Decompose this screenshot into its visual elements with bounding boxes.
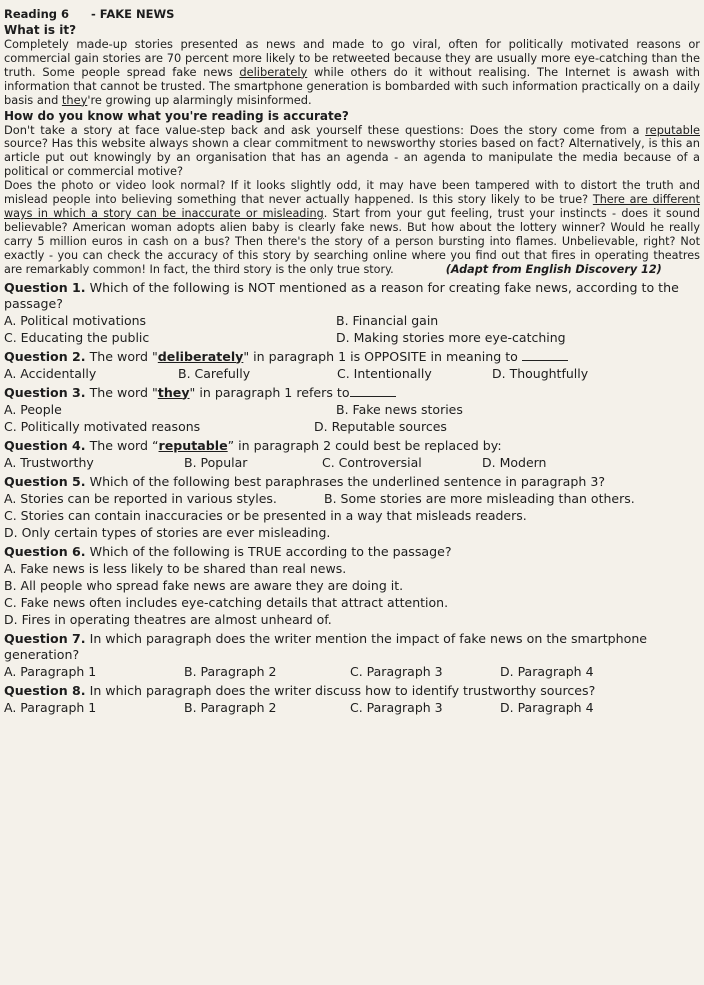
question-2-options bbox=[4, 365, 700, 382]
q8-option-a[interactable]: A. Paragraph 1 bbox=[4, 699, 97, 715]
q6-option-d[interactable]: D. Fires in operating theatres are almost unheard of. bbox=[4, 611, 332, 627]
q3-option-c[interactable]: C. Politically motivated reasons bbox=[4, 418, 201, 434]
q1-option-a[interactable]: A. Political motivations bbox=[4, 312, 147, 328]
question-1-number: Question 1. bbox=[4, 279, 86, 295]
question-5 bbox=[4, 474, 700, 490]
q6-option-c[interactable]: C. Fake news often includes eye-catching details that attract attention. bbox=[4, 594, 449, 610]
question-8-number: Question 8. bbox=[4, 682, 86, 698]
q5-option-b[interactable]: B. Some stories are more misleading than others. bbox=[324, 490, 635, 506]
question-7-options bbox=[4, 663, 700, 680]
question-2-text-b: " in paragraph 1 is OPPOSITE in meaning to bbox=[243, 348, 518, 364]
question-3-text-a: The word " bbox=[85, 384, 158, 400]
q2-option-d[interactable]: D. Thoughtfully bbox=[492, 365, 589, 381]
underlined-reputable: reputable bbox=[645, 122, 700, 137]
paragraph-1-text-b: while others do it without realising. The Internet is awash with information that cannot be trusted. The smartphone generation is bombarded with such information practically on a daily basis and bbox=[4, 64, 700, 107]
q1-option-b[interactable]: B. Financial gain bbox=[336, 312, 439, 328]
question-2 bbox=[4, 349, 700, 365]
paragraph-2-text-a: Don't take a story at face value-step back and ask yourself these questions: Does the story come from a bbox=[4, 122, 646, 137]
question-4-number: Question 4. bbox=[4, 437, 86, 453]
question-3 bbox=[4, 385, 700, 401]
question-6-text: Which of the following is TRUE according to the passage? bbox=[85, 543, 452, 559]
q8-option-c[interactable]: C. Paragraph 3 bbox=[350, 699, 443, 715]
question-2-number: Question 2. bbox=[4, 348, 86, 364]
question-2-word: deliberately bbox=[157, 348, 244, 364]
answer-blank bbox=[350, 386, 396, 397]
question-1-options-row1 bbox=[4, 312, 700, 329]
paragraph-2 bbox=[4, 124, 700, 180]
q4-option-d[interactable]: D. Modern bbox=[482, 454, 547, 470]
section-heading-what-is-it: What is it? bbox=[4, 23, 77, 37]
paragraph-2-text-b: source? Has this website always shown a clear commitment to newsworthy stories based on fact? Alternatively, is this an article put out knowingly by an organisation that has an agenda - an agenda to manipulate the media because of a political or commercial motive? bbox=[4, 136, 700, 179]
question-2-text-a: The word " bbox=[85, 348, 158, 364]
question-3-number: Question 3. bbox=[4, 384, 86, 400]
underlined-they: they bbox=[61, 92, 88, 107]
question-6 bbox=[4, 544, 700, 560]
q4-option-b[interactable]: B. Popular bbox=[184, 454, 248, 470]
q7-option-c[interactable]: C. Paragraph 3 bbox=[350, 663, 443, 679]
q1-option-d[interactable]: D. Making stories more eye-catching bbox=[336, 329, 566, 345]
question-5-text: Which of the following best paraphrases the underlined sentence in paragraph 3? bbox=[85, 473, 606, 489]
paragraph-3-text-b: . Start from your gut feeling, trust your instincts - does it sound believable? American woman adopts alien baby is clearly fake news. But how about the lottery winner? Would he really carry 5 million euros in cash on a bus? Then there's the story of a person bursting into flames. Unbelievable, right? Not exactly - you can check the accuracy of this story by searching online where you find out that fires in operating theatres are remarkably common! In fact, the third story is the only true story. bbox=[4, 206, 700, 276]
q6-option-a[interactable]: A. Fake news is less likely to be shared than real news. bbox=[4, 560, 347, 576]
reading-topic: - FAKE NEWS bbox=[91, 7, 175, 21]
question-1-options-row2 bbox=[4, 329, 700, 346]
q3-option-b[interactable]: B. Fake news stories bbox=[336, 401, 463, 417]
q4-option-a[interactable]: A. Trustworthy bbox=[4, 454, 94, 470]
question-6-number: Question 6. bbox=[4, 543, 86, 559]
paragraph-1-text-a: Completely made-up stories presented as news and made to go viral, often for politically motivated reasons or commercial gain stories are 70 percent more likely to be retweeted because they are usually more eye-catching than the truth. Some people spread fake news bbox=[4, 37, 700, 79]
q4-option-c[interactable]: C. Controversial bbox=[322, 454, 422, 470]
question-5-options-row1 bbox=[4, 490, 700, 507]
question-7-number: Question 7. bbox=[4, 630, 86, 646]
q3-option-a[interactable]: A. People bbox=[4, 401, 62, 417]
q7-option-d[interactable]: D. Paragraph 4 bbox=[500, 663, 594, 679]
question-5-number: Question 5. bbox=[4, 473, 86, 489]
q3-option-d[interactable]: D. Reputable sources bbox=[314, 418, 447, 434]
paragraph-1 bbox=[4, 38, 700, 108]
q8-option-b[interactable]: B. Paragraph 2 bbox=[184, 699, 277, 715]
source-citation: (Adapt from English Discovery 12) bbox=[445, 262, 662, 276]
question-8-options bbox=[4, 699, 700, 716]
question-8-text: In which paragraph does the writer discuss how to identify trustworthy sources? bbox=[85, 682, 596, 698]
paragraph-1-text-c: 're growing up alarmingly misinformed. bbox=[87, 92, 312, 107]
question-3-options-row2 bbox=[4, 418, 700, 435]
q7-option-a[interactable]: A. Paragraph 1 bbox=[4, 663, 97, 679]
answer-blank bbox=[522, 350, 568, 361]
q1-option-c[interactable]: C. Educating the public bbox=[4, 329, 150, 345]
q6-option-b[interactable]: B. All people who spread fake news are aware they are doing it. bbox=[4, 577, 404, 593]
question-1-text: Which of the following is NOT mentioned as a reason for creating fake news, according to the passage? bbox=[4, 279, 679, 311]
q5-option-d[interactable]: D. Only certain types of stories are ever misleading. bbox=[4, 524, 331, 540]
question-8 bbox=[4, 683, 700, 699]
question-3-text-b: " in paragraph 1 refers to bbox=[189, 384, 350, 400]
underlined-sentence: There are different ways in which a story can be inaccurate or misleading bbox=[4, 193, 701, 220]
question-4-options bbox=[4, 454, 700, 471]
reading-header bbox=[4, 6, 700, 22]
q7-option-b[interactable]: B. Paragraph 2 bbox=[184, 663, 277, 679]
q5-option-c[interactable]: C. Stories can contain inaccuracies or be presented in a way that misleads readers. bbox=[4, 507, 527, 523]
q2-option-b[interactable]: B. Carefully bbox=[178, 365, 251, 381]
question-1 bbox=[4, 280, 700, 312]
question-4-text-a: The word “ bbox=[85, 437, 159, 453]
question-7 bbox=[4, 631, 700, 663]
question-4-word: reputable bbox=[158, 437, 228, 453]
question-4 bbox=[4, 438, 700, 454]
q8-option-d[interactable]: D. Paragraph 4 bbox=[500, 699, 594, 715]
question-4-text-b: ” in paragraph 2 could best be replaced by: bbox=[227, 437, 502, 453]
reading-number: Reading 6 bbox=[4, 7, 70, 21]
question-3-options-row1 bbox=[4, 401, 700, 418]
paragraph-3-text-a: Does the photo or video look normal? If it looks slightly odd, it may have been tampered with to distort the truth and mislead people into believing something that never actually happened. Is this story likely to be true? bbox=[4, 179, 700, 207]
paragraph-3 bbox=[4, 179, 700, 276]
q5-option-a[interactable]: A. Stories can be reported in various styles. bbox=[4, 490, 277, 506]
question-3-word: they bbox=[157, 384, 190, 400]
q2-option-a[interactable]: A. Accidentally bbox=[4, 365, 97, 381]
question-7-text: In which paragraph does the writer mention the impact of fake news on the smartphone generation? bbox=[4, 630, 648, 662]
q2-option-c[interactable]: C. Intentionally bbox=[337, 365, 432, 381]
section-heading-accuracy: How do you know what you're reading is accurate? bbox=[4, 108, 349, 123]
underlined-deliberately: deliberately bbox=[239, 64, 308, 79]
